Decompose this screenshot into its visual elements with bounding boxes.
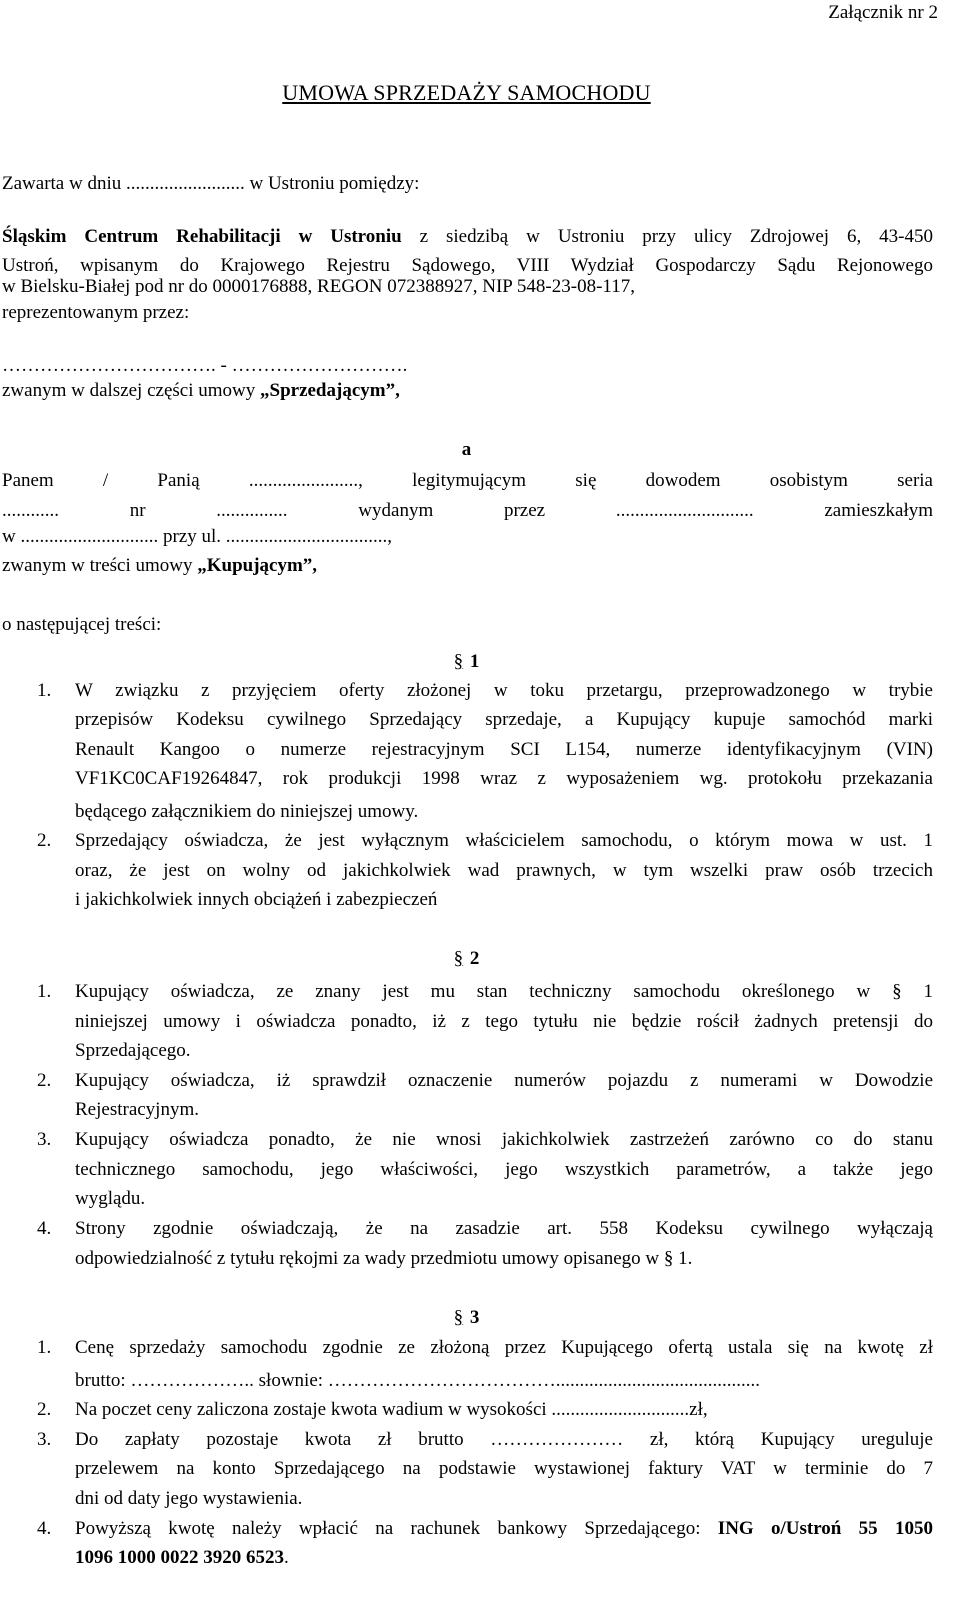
s3-p1-line-1: brutto: ……………….. słownie: ………………………………........................................... bbox=[75, 1370, 761, 1391]
s2-p4-line-1: odpowiedzialność z tytułu rękojmi za wady przedmiotu umowy opisanego w § 1. bbox=[75, 1248, 693, 1269]
s1-p2-line-0: Sprzedający oświadcza, że jest wyłącznym właścicielem samochodu, o którym mowa w ust. 1 bbox=[75, 830, 933, 851]
s2-p3-line-0: Kupujący oświadcza ponadto, że nie wnosi jakichkolwiek zastrzeżeń zarówno co do stanu bbox=[75, 1129, 933, 1150]
s1-p1-line-4: będącego załącznikiem do niniejszej umowy. bbox=[75, 801, 419, 822]
document-title: UMOWA SPRZEDAŻY SAMOCHODU bbox=[282, 80, 651, 105]
s3-p4-line-0 bbox=[75, 1518, 933, 1540]
item-number: 1. bbox=[37, 680, 52, 701]
s3-p1-line-0: Cenę sprzedaży samochodu zgodnie ze złożoną przez Kupującego ofertą ustala się na kwotę zł bbox=[75, 1337, 933, 1358]
s3-p3-line-1: przelewem na konto Sprzedającego na podstawie wystawionej faktury VAT w terminie do 7 bbox=[75, 1458, 933, 1479]
s3-p3-line-2: dni od daty jego wystawienia. bbox=[75, 1488, 303, 1509]
seller-line-1 bbox=[2, 226, 933, 248]
s1-p1-line-0: W związku z przyjęciem oferty złożonej w toku przetargu, przeprowadzonego w trybie bbox=[75, 680, 933, 701]
seller-line-3: w Bielsku-Białej pod nr do 0000176888, REGON 072388927, NIP 548-23-08-117, bbox=[2, 276, 635, 297]
buyer-line-3: w ............................. przy ul. .................................., bbox=[2, 526, 393, 547]
seller-line-4: reprezentowanym przez: bbox=[2, 302, 190, 323]
section-2-heading bbox=[0, 948, 933, 970]
following-line: o następującej treści: bbox=[2, 614, 162, 635]
representative-line: ……………………………. - ………………………. bbox=[2, 355, 408, 376]
item-number: 4. bbox=[37, 1218, 52, 1239]
and-conjunction: a bbox=[461, 439, 472, 460]
s1-p2-line-2: i jakichkolwiek innych obciążeń i zabezpieczeń bbox=[75, 889, 438, 910]
s2-p2-line-0: Kupujący oświadcza, iż sprawdził oznaczenie numerów pojazdu z numerami w Dowodzie bbox=[75, 1070, 933, 1091]
item-number: 2. bbox=[37, 1070, 52, 1091]
s1-p1-line-1: przepisów Kodeksu cywilnego Sprzedający sprzedaje, a Kupujący kupuje samochód marki bbox=[75, 709, 933, 730]
s1-p1-line-3: VF1KC0CAF19264847, rok produkcji 1998 wraz z wyposażeniem wg. protokołu przekazania bbox=[75, 768, 933, 789]
bank-account-part-1: ING o/Ustroń 55 1050 bbox=[717, 1518, 933, 1539]
attachment-label: Załącznik nr 2 bbox=[828, 2, 938, 23]
s2-p1-line-1: niniejszej umowy i oświadcza ponadto, iż z tego tytułu nie będzie rościł żadnych pretensji do bbox=[75, 1011, 933, 1032]
section-1-heading bbox=[0, 651, 933, 673]
section-3-heading bbox=[0, 1307, 933, 1329]
buyer-line-2: ............ nr ............... wydanym przez ............................. zamieszkałym bbox=[2, 500, 933, 521]
s2-p1-line-0: Kupujący oświadcza, ze znany jest mu stan techniczny samochodu określonego w § 1 bbox=[75, 981, 933, 1002]
s2-p2-line-1: Rejestracyjnym. bbox=[75, 1099, 199, 1120]
s3-p4-text: Powyższą kwotę należy wpłacić na rachunek bankowy Sprzedającego: bbox=[75, 1518, 701, 1539]
buyer-line-1: Panem / Panią ......................., legitymującym się dowodem osobistym seria bbox=[2, 470, 933, 491]
section-sign: § bbox=[453, 651, 464, 672]
s2-p3-line-1: technicznego samochodu, jego właściwości, jego wszystkich parametrów, a także jego bbox=[75, 1159, 933, 1180]
section-number: 1 bbox=[469, 651, 480, 672]
item-number: 2. bbox=[37, 830, 52, 851]
seller-called-prefix: zwanym w dalszej części umowy bbox=[2, 380, 256, 401]
seller-called-term: „Sprzedającym”, bbox=[260, 380, 400, 401]
s1-p2-line-1: oraz, że jest on wolny od jakichkolwiek wad prawnych, w tym wszelki praw osób trzecich bbox=[75, 860, 933, 881]
item-number: 1. bbox=[37, 1337, 52, 1358]
item-number: 4. bbox=[37, 1518, 52, 1539]
s3-p3-line-0: Do zapłaty pozostaje kwota zł brutto ………………… zł, którą Kupujący ureguluje bbox=[75, 1429, 933, 1450]
bank-account-part-2: 1096 1000 0022 3920 6523 bbox=[75, 1547, 284, 1568]
s3-p2-line-0: Na poczet ceny zaliczona zostaje kwota wadium w wysokości .............................zł, bbox=[75, 1399, 708, 1420]
section-number: 2 bbox=[469, 948, 480, 969]
s2-p4-line-0: Strony zgodnie oświadczają, że na zasadzie art. 558 Kodeksu cywilnego wyłączają bbox=[75, 1218, 933, 1239]
s3-p4-line-1 bbox=[75, 1547, 289, 1569]
s3-p4-end: . bbox=[284, 1547, 289, 1568]
seller-line-1-rest: z siedzibą w Ustroniu przy ulicy Zdrojowej 6, 43-450 bbox=[419, 226, 933, 247]
concluded-line: Zawarta w dniu ......................... w Ustroniu pomiędzy: bbox=[2, 173, 420, 194]
seller-called-line bbox=[2, 380, 400, 402]
section-sign: § bbox=[453, 948, 464, 969]
buyer-called-prefix: zwanym w treści umowy bbox=[2, 555, 193, 576]
s2-p3-line-2: wyglądu. bbox=[75, 1188, 146, 1209]
buyer-called-term: „Kupującym”, bbox=[197, 555, 318, 576]
buyer-called-line bbox=[2, 555, 317, 577]
item-number: 2. bbox=[37, 1399, 52, 1420]
seller-name: Śląskim Centrum Rehabilitacji w Ustroniu bbox=[2, 226, 402, 247]
item-number: 3. bbox=[37, 1429, 52, 1450]
section-number: 3 bbox=[469, 1307, 480, 1328]
item-number: 1. bbox=[37, 981, 52, 1002]
s2-p1-line-2: Sprzedającego. bbox=[75, 1040, 191, 1061]
s1-p1-line-2: Renault Kangoo o numerze rejestracyjnym SCI L154, numerze identyfikacyjnym (VIN) bbox=[75, 739, 933, 760]
section-sign: § bbox=[453, 1307, 464, 1328]
seller-line-2: Ustroń, wpisanym do Krajowego Rejestru Sądowego, VIII Wydział Gospodarczy Sądu Rejonowego bbox=[2, 255, 933, 276]
item-number: 3. bbox=[37, 1129, 52, 1150]
